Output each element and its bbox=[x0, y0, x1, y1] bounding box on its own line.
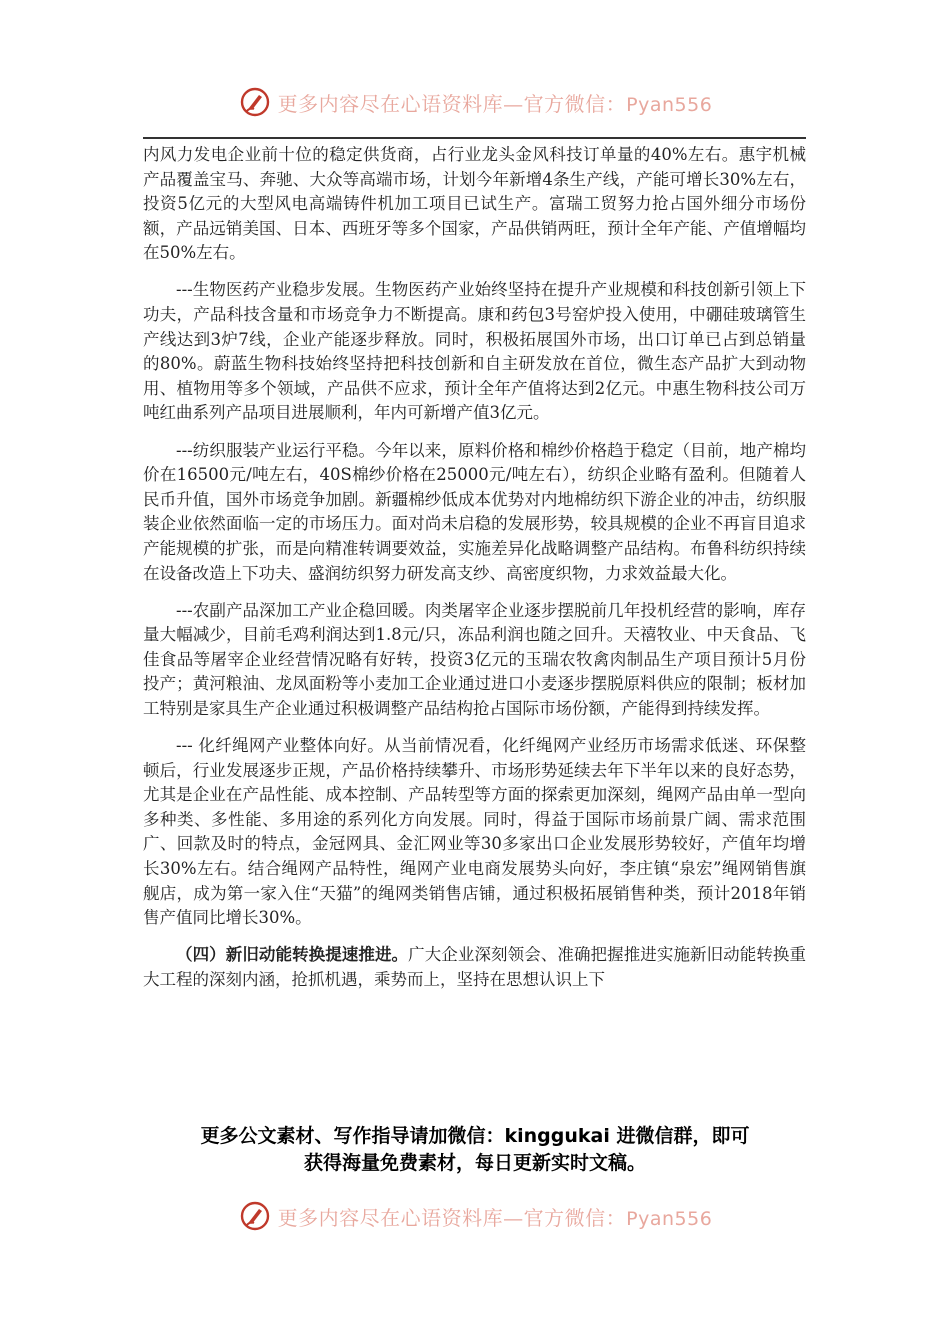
paragraph: ---纺织服装产业运行平稳。今年以来，原料价格和棉纱价格趋于稳定（目前，地产棉均价在16500元/吨左右，40S棉纱价格在25000元/吨左右），纺织企业略有盈利。但随着人民币升值，国外市场竞争加剧。新疆棉纱低成本优势对内地棉纺织下游企业的冲击，纺织服装企业依然面临一定的市场压力。面对尚未启稳的发展形势，较具规模的企业不再盲目追求产能规模的扩张，而是向精准转调要效益，实施差异化战略调整产品结构。布鲁科纺织持续在设备改造上下功夫、盛润纺织努力研发高支纱、高密度织物，力求效益最大化。 bbox=[143, 440, 806, 583]
paragraph: 内风力发电企业前十位的稳定供货商，占行业龙头金风科技订单量的40%左右。惠宇机械产品覆盖宝马、奔驰、大众等高端市场，计划今年新增4条生产线，产能可增长30%左右，投资5亿元的大型风电高端铸件机加工项目已试生产。富瑞工贸努力抢占国外细分市场份额，产品远销美国、日本、西班牙等多个国家，产品供销两旺，预计全年产能、产值增幅均在50%左右。 bbox=[143, 145, 806, 263]
footer-banner bbox=[0, 1194, 950, 1238]
section-text: 广大企业深刻领会、准确把握推进实施新旧动能转换重大工程的深刻内涵，抢抓机遇，乘势而上，坚持在思想认识上下 bbox=[143, 945, 807, 989]
paragraph: ---生物医药产业稳步发展。生物医药产业始终坚持在提升产业规模和科技创新引领上下功夫，产品科技含量和市场竞争力不断提高。康和药包3号窑炉投入使用，中硼硅玻璃管生产线达到3炉7线，企业产能逐步释放。同时，积极拓展国外市场，出口订单已占到总销量的80%。蔚蓝生物科技始终坚持把科技创新和自主研发放在首位，微生态产品扩大到动物用、植物用等多个领域，产品供不应求，预计全年产值将达到2亿元。中惠生物科技公司万吨红曲系列产品项目进展顺利，年内可新增产值3亿元。 bbox=[143, 280, 806, 423]
logo-icon bbox=[238, 85, 272, 119]
section-heading: （四）新旧动能转换提速推进。 bbox=[176, 945, 409, 965]
paragraph: --- 化纤绳网产业整体向好。从当前情况看，化纤绳网产业经历市场需求低迷、环保整顿后，行业发展逐步正规，产品价格持续攀升、市场形势延续去年下半年以来的良好态势，尤其是企业在产品性能、成本控制、产品转型等方面的探索更加深刻，绳网产品由单一型向多种类、多性能、多用途的系列化方向发展。同时，得益于国际市场前景广阔、需求范围广、回款及时的特点，金冠网具、金汇网业等30多家出口企业发展形势较好，产值年均增长30%左右。结合绳网产品特性，绳网产业电商发展势头向好，李庄镇“泉宏”绳网销售旗舰店，成为第一家入住“天猫”的绳网类销售店铺，通过积极拓展销售种类，预计2018年销售产值同比增长30%。 bbox=[143, 736, 806, 928]
header-wechat-id: Pyan556 bbox=[626, 93, 713, 116]
header-banner-text bbox=[278, 88, 713, 117]
document-body bbox=[143, 143, 806, 1005]
logo-icon bbox=[238, 1199, 272, 1233]
header-rule bbox=[143, 137, 806, 139]
footer-banner-text bbox=[278, 1202, 713, 1231]
paragraph: ---农副产品深加工产业企稳回暖。肉类屠宰企业逐步摆脱前几年投机经营的影响，库存量大幅减少，目前毛鸡利润达到1.8元/只，冻品利润也随之回升。天禧牧业、中天食品、飞佳食品等屠宰企业经营情况略有好转，投资3亿元的玉瑞农牧禽肉制品生产项目预计5月份投产；黄河粮油、龙凤面粉等小麦加工企业通过进口小麦逐步摆脱原料供应的限制；板材加工特别是家具生产企业通过积极调整产品结构抢占国际市场份额，产能得到持续发挥。 bbox=[143, 600, 806, 718]
section-paragraph bbox=[143, 943, 806, 992]
header-banner bbox=[0, 80, 950, 124]
footer-wechat-id: Pyan556 bbox=[626, 1207, 713, 1230]
wechat-cta bbox=[120, 1123, 830, 1177]
footer-banner-label: 更多内容尽在心语资料库—官方微信： bbox=[277, 1205, 627, 1230]
cta-line-2: 获得海量免费素材，每日更新实时文稿。 bbox=[303, 1152, 646, 1174]
cta-line-1: 更多公文素材、写作指导请加微信：kinggukai 进微信群，即可 bbox=[200, 1125, 750, 1147]
header-banner-label: 更多内容尽在心语资料库—官方微信： bbox=[277, 91, 627, 116]
